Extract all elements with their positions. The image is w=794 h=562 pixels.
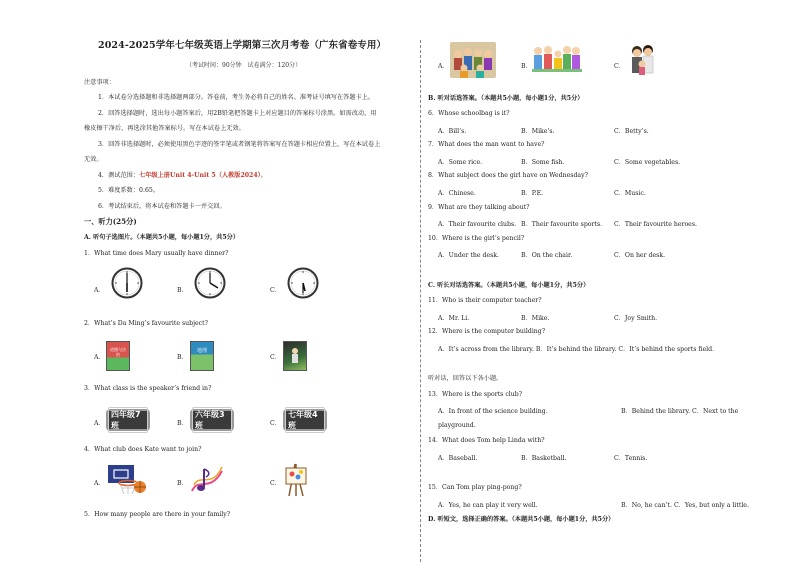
- cartoon-family-photo: [532, 42, 582, 78]
- q5-option-c-label: C．: [614, 63, 625, 70]
- textbook-geography-image: [190, 341, 214, 371]
- column-divider: [420, 40, 421, 562]
- class-sign-a-text: 四年级7班: [108, 407, 148, 433]
- q15-option-a: A．Yes, he can play it very well.: [438, 502, 538, 509]
- q6-option-b: B．Mike’s.: [521, 128, 555, 135]
- question-2: 2．What’s Da Ming’s favourite subject?: [84, 320, 208, 327]
- textbook-music-image: [283, 341, 307, 371]
- q15-option-bc: B．No, he can’t. C．Yes, but only a little.: [621, 502, 749, 509]
- question-6: 6．Whose schoolbag is it?: [428, 110, 510, 117]
- section-listening-heading: 一、听力(25分): [84, 217, 137, 226]
- clock-six-icon: [111, 267, 143, 299]
- question-4: 4．What club does Kate want to join?: [84, 446, 202, 453]
- exam-info: （考试时间：90分钟 试卷满分：120分）: [186, 62, 302, 69]
- basketball-hoop-icon: [106, 463, 148, 497]
- q12-options: A．It’s across from the library. B．It’s behind the library. C．It’s behind the sports field.: [438, 346, 715, 353]
- test-range: 七年级上册Unit 4-Unit 5（人教版2024）: [139, 172, 261, 179]
- note-6: 6．考试结束后，将本试卷和答题卡一并交回。: [98, 203, 226, 210]
- class-sign-a: [106, 409, 150, 431]
- q13-option-a: A．In front of the science building.: [438, 408, 548, 415]
- q7-option-b: B．Some fish.: [521, 159, 565, 166]
- q4-option-b-label: B．: [177, 480, 188, 487]
- q7-option-c: C．Some vegetables.: [614, 159, 681, 166]
- q13-option-c-cont: playground.: [438, 422, 476, 429]
- q1-option-b-label: B．: [177, 287, 188, 294]
- question-12: 12．Where is the computer building?: [428, 328, 546, 335]
- q11-option-a: A．Mr. Li.: [438, 315, 470, 322]
- q10-option-c: C．On her desk.: [614, 252, 666, 259]
- q14-option-a: A．Baseball.: [438, 455, 478, 462]
- part-a-heading: A. 听句子选图片。（本题共5小题，每小题1分，共5分）: [84, 234, 240, 241]
- q3-option-a-label: A．: [94, 420, 105, 427]
- question-5: 5．How many people are there in your family?: [84, 511, 231, 518]
- listen-instruction: 听对话，回答以下各小题。: [428, 375, 503, 382]
- q5-option-a-label: A．: [438, 63, 449, 70]
- q7-option-a: A．Some rice.: [438, 159, 483, 166]
- question-13: 13．Where is the sports club?: [428, 391, 523, 398]
- question-15: 15．Can Tom play ping-pong?: [428, 484, 522, 491]
- class-sign-c: [283, 409, 327, 431]
- note-4-prefix: 4．测试范围：: [98, 172, 140, 179]
- q1-option-c-label: C．: [270, 287, 281, 294]
- q2-option-b-label: B．: [177, 354, 188, 361]
- part-b-heading: B. 听对话选答案。（本题共5小题，每小题1分，共5分）: [428, 95, 584, 102]
- q4-option-c-label: C．: [270, 480, 281, 487]
- part-d-heading: D. 听短文，选择正确的答案。（本题共5小题，每小题1分，共5分）: [428, 516, 615, 523]
- q6-option-c: C．Betty’s.: [614, 128, 649, 135]
- class-sign-b-text: 六年级3班: [192, 407, 232, 433]
- note-2a: 2．回答选择题时，选出每小题答案后，用2B铅笔把答题卡上对应题目的答案标号涂黑。如需改动，用: [98, 110, 377, 117]
- question-8: 8．What subject does the girl have on Wednesday?: [428, 172, 588, 179]
- q10-option-a: A．Under the desk.: [438, 252, 500, 259]
- textbook-ethics-image: [106, 341, 130, 371]
- part-c-heading: C. 听长对话选答案。（本题共5小题，每小题1分，共5分）: [428, 282, 590, 289]
- q3-option-c-label: C．: [270, 420, 281, 427]
- small-family-photo: [626, 42, 658, 78]
- q10-option-b: B．On the chair.: [521, 252, 573, 259]
- q13-option-bc: B．Behind the library. C．Next to the: [621, 408, 739, 415]
- textbook-ethics-title: 道德与法治: [110, 347, 126, 357]
- class-sign-c-text: 七年级4班: [285, 407, 325, 433]
- question-1: 1．What time does Mary usually have dinner?: [84, 250, 229, 257]
- large-family-photo: [450, 42, 496, 78]
- class-sign-b: [190, 409, 234, 431]
- q9-option-a: A．Their favourite clubs.: [438, 221, 517, 228]
- q8-option-c: C．Music.: [614, 190, 646, 197]
- q11-option-b: B．Mike.: [521, 315, 550, 322]
- textbook-geography-title: 地理: [196, 348, 207, 354]
- q4-option-a-label: A．: [94, 480, 105, 487]
- easel-painting-icon: [283, 460, 309, 498]
- music-note-icon: [190, 463, 224, 497]
- q11-option-c: C．Joy Smith.: [614, 315, 658, 322]
- q9-option-b: B．Their favourite sports.: [521, 221, 603, 228]
- q8-option-a: A．Chinese.: [438, 190, 476, 197]
- q9-option-c: C．Their favourite heroes.: [614, 221, 697, 228]
- note-2b: 橡皮擦干净后，再选涂其他答案标号。写在本试卷上无效。: [84, 125, 245, 132]
- clock-six-thirty-icon: [287, 267, 319, 299]
- note-5: 5．难度系数：0.65。: [98, 187, 160, 194]
- figure-icon: [284, 342, 306, 370]
- q5-option-b-label: B．: [521, 63, 532, 70]
- page-title: 2024-2025学年七年级英语上学期第三次月考卷（广东省卷专用）: [98, 40, 387, 51]
- note-4: [98, 172, 267, 180]
- note-3a: 3．回答非选择题时，必须使用黑色字迹的签字笔或者钢笔将答案写在答题卡相应位置上，写在本试卷上: [98, 141, 381, 148]
- question-9: 9．What are they talking about?: [428, 204, 530, 211]
- q14-option-c: C．Tennis.: [614, 455, 648, 462]
- q6-option-a: A．Bill’s.: [438, 128, 467, 135]
- q8-option-b: B．P.E.: [521, 190, 544, 197]
- question-14: 14．What does Tom help Linda with?: [428, 437, 545, 444]
- question-7: 7．What does the man want to have?: [428, 141, 545, 148]
- q2-option-c-label: C．: [270, 354, 281, 361]
- q1-option-a-label: A．: [94, 287, 105, 294]
- question-11: 11．Who is their computer teacher?: [428, 297, 542, 304]
- question-10: 10．Where is the girl’s pencil?: [428, 235, 525, 242]
- note-3b: 无效。: [84, 156, 103, 163]
- note-4-end: 。: [260, 172, 267, 179]
- q2-option-a-label: A．: [94, 354, 105, 361]
- note-1: 1．本试卷分选择题和非选择题两部分。答卷前，考生务必将自己的姓名、准考证号填写在答题卡上。: [98, 94, 375, 101]
- notes-heading: 注意事项：: [84, 79, 115, 86]
- clock-seven-icon: [194, 267, 226, 299]
- q3-option-b-label: B．: [177, 420, 188, 427]
- q14-option-b: B．Basketball.: [521, 455, 567, 462]
- question-3: 3．What class is the speaker’s friend in?: [84, 385, 212, 392]
